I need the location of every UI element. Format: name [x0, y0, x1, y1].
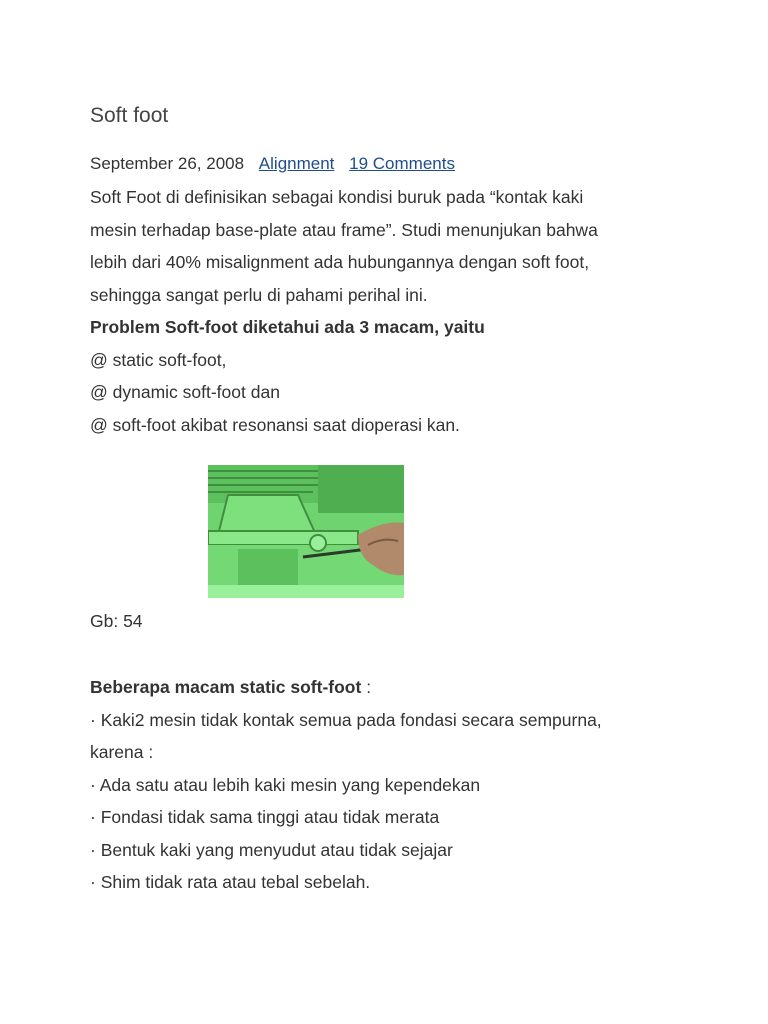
- post-meta: [90, 154, 455, 174]
- intro-line: sehingga sangat perlu di pahami perihal ini.: [90, 284, 428, 305]
- intro-paragraph: [90, 181, 690, 441]
- problem-heading: Problem Soft-foot diketahui ada 3 macam, yaitu: [90, 317, 485, 337]
- intro-line: lebih dari 40% misalignment ada hubungannya dengan soft foot,: [90, 252, 590, 272]
- figure-caption: Gb: 54: [90, 611, 143, 631]
- list-item: · Ada satu atau lebih kaki mesin yang kependekan: [90, 774, 481, 795]
- static-soft-foot-section: [90, 671, 690, 899]
- list-item: karena :: [90, 742, 154, 762]
- list-item: · Shim tidak rata atau tebal sebelah.: [90, 872, 371, 892]
- problem-item: @ static soft-foot,: [90, 349, 227, 370]
- intro-line: Soft Foot di definisikan sebagai kondisi buruk pada “kontak kaki: [90, 187, 584, 207]
- section-heading: Beberapa macam static soft-foot: [90, 677, 362, 697]
- list-item: · Bentuk kaki yang menyudut atau tidak sejajar: [90, 839, 453, 860]
- post-title: Soft foot: [90, 104, 169, 127]
- problem-item: @ dynamic soft-foot dan: [90, 382, 280, 402]
- list-item: · Fondasi tidak sama tinggi atau tidak merata: [90, 807, 440, 827]
- category-link[interactable]: Alignment: [258, 154, 335, 173]
- soft-foot-photo: [208, 465, 404, 598]
- section-heading-line: [90, 671, 690, 704]
- section-heading-colon: :: [361, 677, 372, 697]
- problem-item: @ soft-foot akibat resonansi saat dioperasi kan.: [90, 414, 460, 435]
- intro-line: mesin terhadap base-plate atau frame”. Studi menunjukan bahwa: [90, 219, 598, 240]
- post-date: September 26, 2008: [90, 154, 245, 173]
- list-item: · Kaki2 mesin tidak kontak semua pada fondasi secara sempurna,: [90, 709, 602, 730]
- comments-link[interactable]: 19 Comments: [349, 154, 455, 173]
